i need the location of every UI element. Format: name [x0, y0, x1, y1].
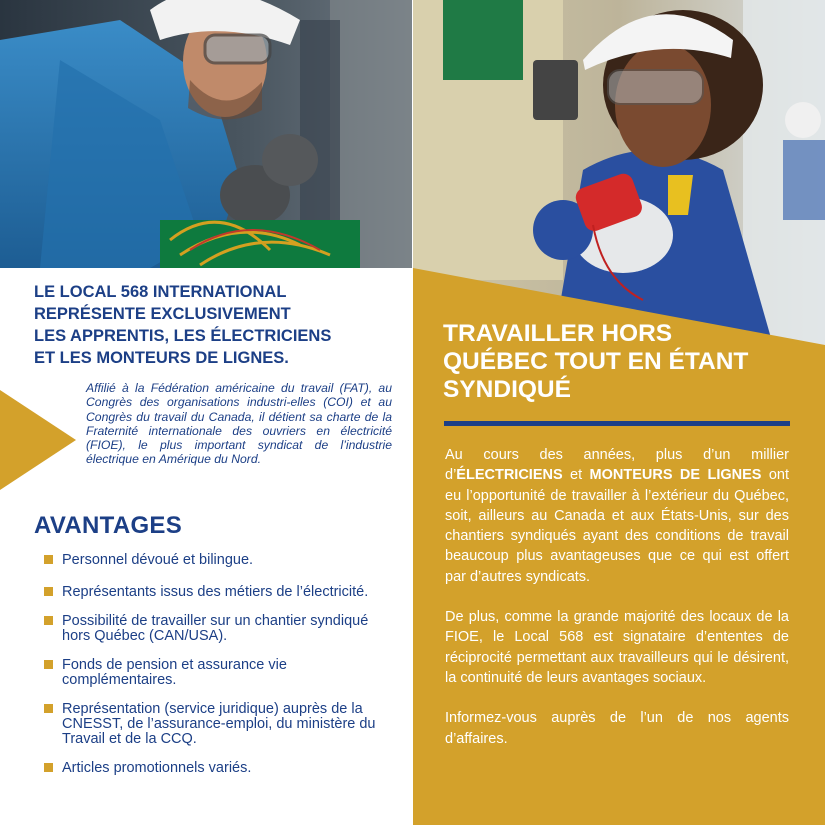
right-column: [413, 268, 825, 825]
right-title-line-2: QUÉBEC TOUT EN ÉTANT: [443, 348, 749, 375]
p1-bold-monteurs: MONTEURS DE LIGNES: [589, 467, 762, 484]
right-title-line-3: SYNDIQUÉ: [443, 376, 571, 403]
paragraph-2: De plus, comme la grande majorité des locaux de la FIOE, le Local 568 est signataire d’ententes de réciprocité permettant aux travailleurs qui le désirent, la continuité de leurs avantages sociaux.: [445, 609, 789, 686]
square-bullet-icon: [44, 587, 53, 596]
avantages-list: [44, 553, 384, 790]
right-title-line-1: TRAVAILLER HORS: [443, 320, 673, 347]
right-body: [445, 445, 789, 769]
list-item-text: Représentants issus des métiers de l’électricité.: [62, 584, 369, 600]
photo-electrician-man: [0, 0, 412, 268]
square-bullet-icon: [44, 704, 53, 713]
list-item-text: Fonds de pension et assurance vie complémentaires.: [62, 657, 287, 688]
headline: [34, 281, 404, 369]
paragraph-1: [445, 445, 789, 587]
square-bullet-icon: [44, 616, 53, 625]
p1-text-a: Au cours des années, plus d’un millier d’: [445, 447, 789, 484]
title-divider: [444, 421, 790, 426]
list-item-text: Représentation (service juridique) auprès de la CNESST, de l’assurance-emploi, du ministère du Travail et de la CCQ.: [62, 701, 376, 747]
p1-text-e: ont eu l’opportunité de travailler à l’extérieur du Québec, soit, ailleurs au Canada et aux États-Unis, sur des chantiers syndiqués ayant des conditions de travail beaucoup plus avantageuses que ce qui est offert par d’autres syndicats.: [445, 467, 790, 585]
avantages-title: AVANTAGES: [34, 512, 183, 539]
headline-line-3: LES APPRENTIS, LES ÉLECTRICIENS: [34, 327, 332, 345]
list-item: [44, 761, 384, 776]
right-title: [443, 320, 813, 404]
headline-line-4: ET LES MONTEURS DE LIGNES.: [34, 349, 289, 367]
left-column: [0, 268, 412, 825]
affiliation-text: Affilié à la Fédération américaine du travail (FAT), au Congrès des organisations industri-elles (COI) et au Congrès du travail du Canada, il détient sa charte de la Fraternité internationale des ouvriers en électricité (FIOE), le plus important syndicat de l’industrie électrique en Amérique du Nord.: [86, 381, 392, 467]
headline-line-2: REPRÉSENTE EXCLUSIVEMENT: [34, 305, 291, 323]
list-item: [44, 658, 384, 688]
list-item: [44, 553, 384, 568]
list-item: [44, 702, 384, 747]
arrow-triangle-icon: [0, 390, 76, 490]
list-item: [44, 585, 384, 600]
list-item-text: Personnel dévoué et bilingue.: [62, 552, 254, 568]
p1-bold-electriciens: ÉLECTRICIENS: [456, 467, 563, 484]
headline-line-1: LE LOCAL 568 INTERNATIONAL: [34, 283, 287, 301]
square-bullet-icon: [44, 763, 53, 772]
list-item-text: Possibilité de travailler sur un chantier syndiqué hors Québec (CAN/USA).: [62, 613, 369, 644]
square-bullet-icon: [44, 660, 53, 669]
list-item: [44, 614, 384, 644]
paragraph-3: Informez-vous auprès de l’un de nos agents d’affaires.: [445, 710, 789, 747]
p1-text-c: et: [562, 467, 590, 484]
square-bullet-icon: [44, 555, 53, 564]
list-item-text: Articles promotionnels variés.: [62, 760, 252, 776]
